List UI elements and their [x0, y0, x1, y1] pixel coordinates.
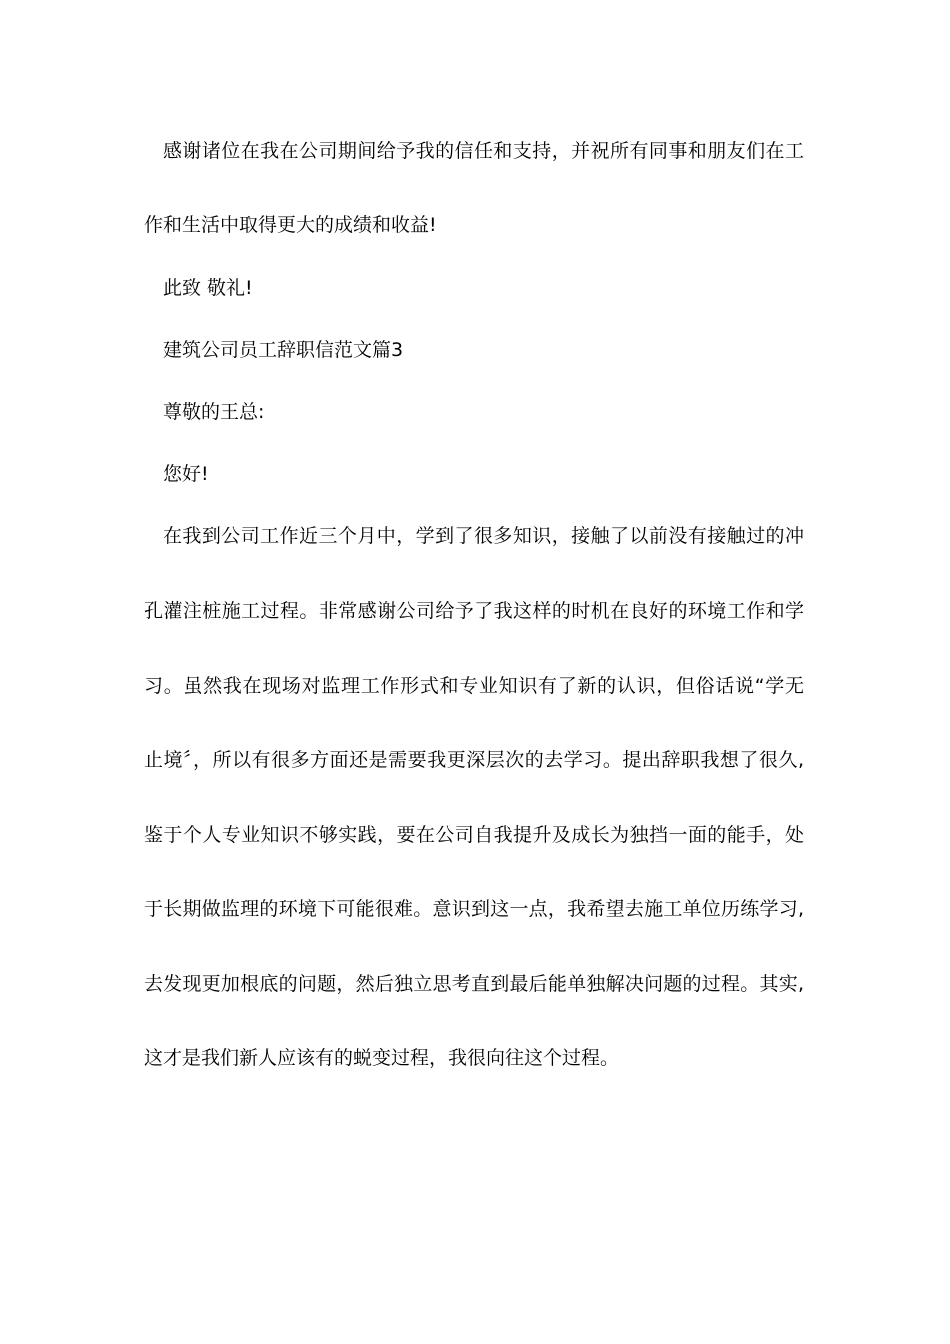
paragraph-line: 这才是我们新人应该有的蜕变过程，我很向往这个过程。 [144, 1047, 620, 1069]
paragraph-line: 作和生活中取得更大的成绩和收益! [144, 214, 437, 236]
letter-salutation: 尊敬的王总: [163, 401, 265, 423]
paragraph-line: 感谢诸位在我在公司期间给予我的信任和支持，并祝所有同事和朋友们在工 [163, 140, 804, 162]
paragraph-line: 去发现更加根底的问题，然后独立思考直到最后能单独解决问题的过程。其实, [144, 973, 804, 995]
closing-salutation: 此致 敬礼! [163, 277, 253, 299]
section-heading: 建筑公司员工辞职信范文篇3 [163, 339, 404, 361]
greeting-line: 您好! [163, 463, 209, 485]
paragraph-line: 习。虽然我在现场对监理工作形式和专业知识有了新的认识，但俗话说“学无 [144, 675, 804, 697]
paragraph-line: 在我到公司工作近三个月中，学到了很多知识，接触了以前没有接触过的冲 [163, 525, 804, 547]
paragraph-line: 鉴于个人专业知识不够实践，要在公司自我提升及成长为独挡一面的能手，处 [144, 824, 804, 846]
paragraph-line: 孔灌注桩施工过程。非常感谢公司给予了我这样的时机在良好的环境工作和学 [144, 600, 804, 622]
paragraph-line: 止境〞，所以有很多方面还是需要我更深层次的去学习。提出辞职我想了很久, [144, 749, 804, 771]
paragraph-line: 于长期做监理的环境下可能很难。意识到这一点，我希望去施工单位历练学习, [144, 898, 804, 920]
